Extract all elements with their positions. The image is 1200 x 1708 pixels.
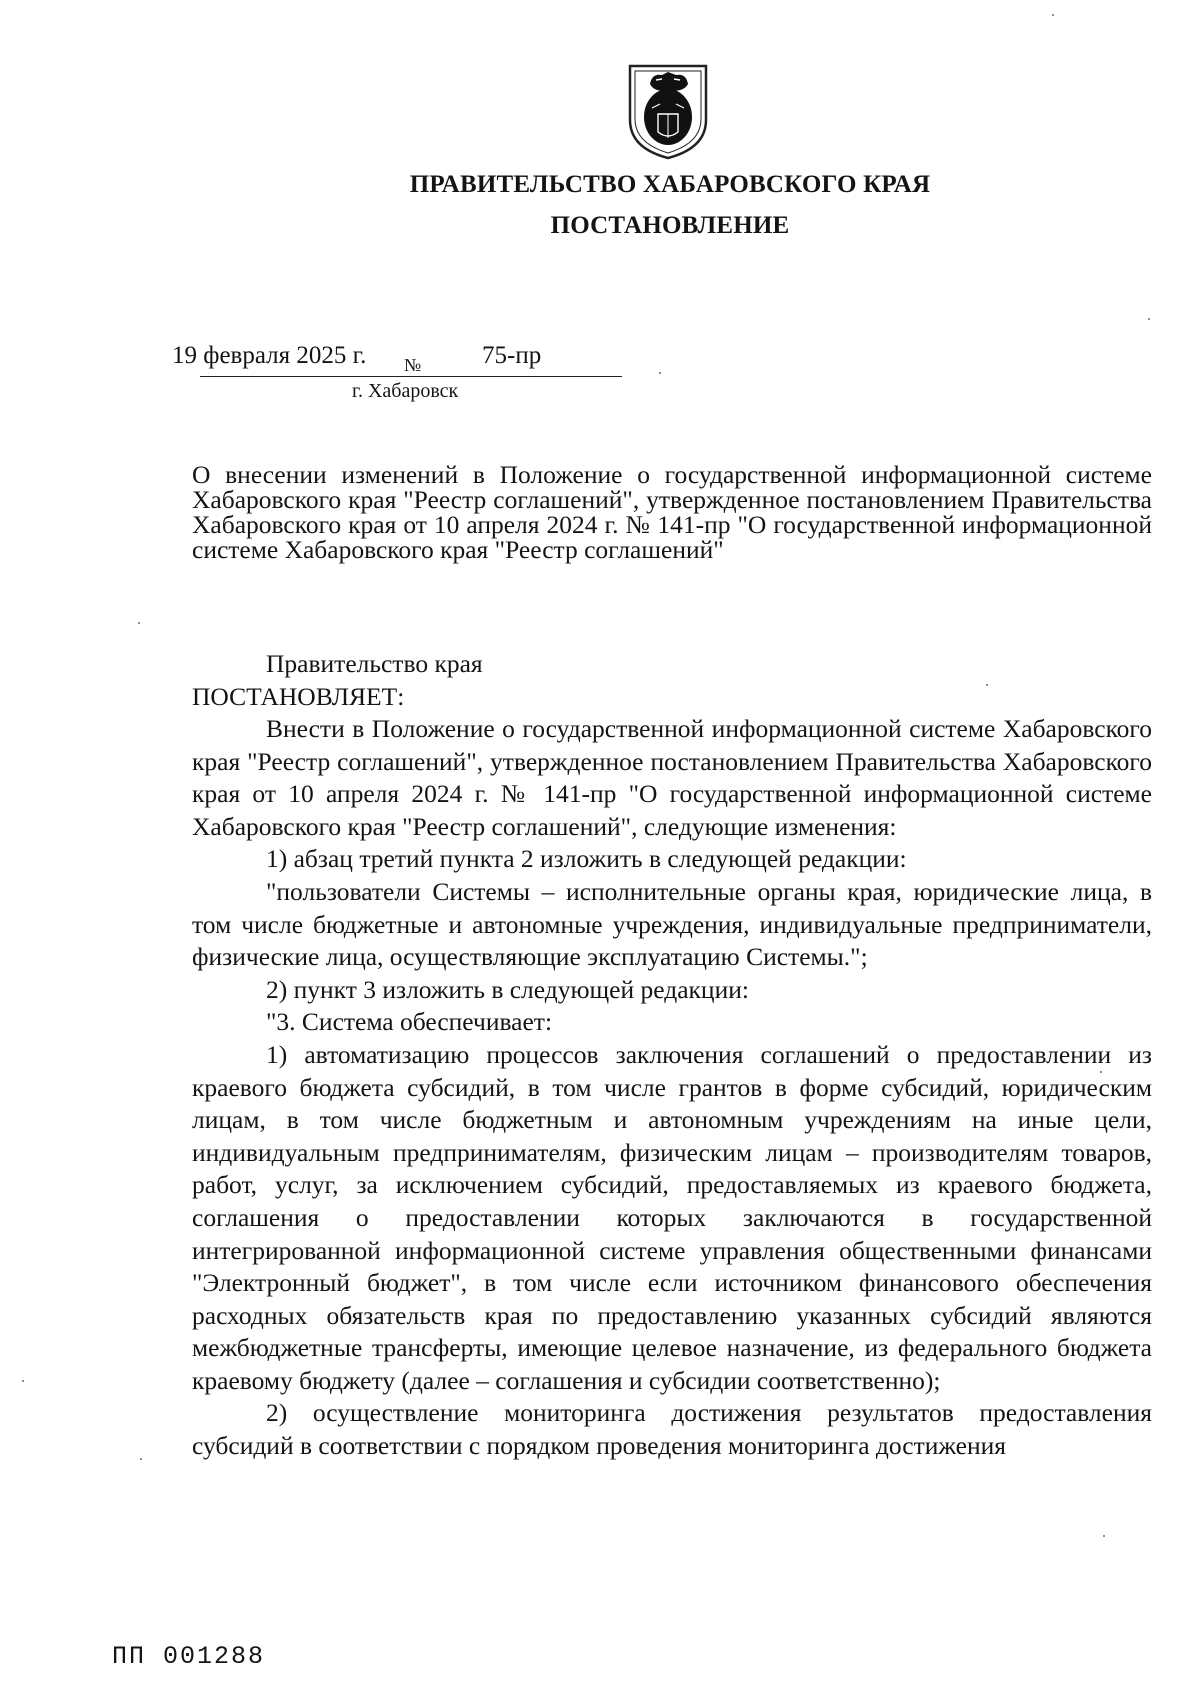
organization-title: ПРАВИТЕЛЬСТВО ХАБАРОВСКОГО КРАЯ	[409, 171, 931, 198]
scan-speck	[138, 622, 140, 624]
scan-speck	[1052, 14, 1054, 16]
scan-speck	[1100, 1071, 1102, 1073]
scan-speck	[986, 684, 988, 686]
number-underline	[390, 376, 622, 377]
date-underline	[200, 376, 390, 377]
scan-speck	[659, 372, 661, 374]
body-paragraph: 1) абзац третий пункта 2 изложить в следующей редакции:	[266, 844, 907, 874]
document-title: О внесении изменений в Положение о государственной информационной системе Хабаровского края "Реестр соглашений", утвержденное постановлением Правительства Хабаровского края от 10 апреля 2024 г. № 141-пр "О государственной информационной системе Хабаровского края "Реестр соглашений"	[192, 460, 1152, 564]
scan-speck	[1148, 318, 1150, 320]
scan-speck	[140, 1458, 142, 1460]
body-text	[192, 713, 1152, 1463]
document-date: 19 февраля 2025 г.	[172, 342, 367, 369]
scan-speck	[1103, 1535, 1105, 1537]
decrees-line: ПОСТАНОВЛЯЕТ:	[192, 681, 405, 711]
document-number: 75-пр	[482, 342, 542, 369]
preamble	[192, 648, 1152, 713]
document-city: г. Хабаровск	[352, 380, 459, 402]
body-paragraph: "пользователи Системы – исполнительные органы края, юридические лица, в том числе бюджетные и автономные учреждения, индивидуальные предприниматели, физические лица, осуществляющие эксплуатацию Системы.";	[192, 876, 1152, 972]
body-paragraph: "3. Система обеспечивает:	[266, 1007, 553, 1037]
coat-of-arms-emblem	[622, 60, 714, 160]
number-sign: №	[404, 355, 422, 375]
body-paragraph: 2) осуществление мониторинга достижения результатов предоставления субсидий в соответствии с порядком проведения мониторинга достижения	[192, 1398, 1152, 1461]
scan-speck	[22, 1380, 24, 1382]
form-code: ПП 001288	[112, 1642, 266, 1671]
body-paragraph: Внести в Положение о государственной информационной системе Хабаровского края "Реестр соглашений", утвержденное постановлением Правительства Хабаровского края от 10 апреля 2024 г. № 141-пр "О государственной информационной системе Хабаровского края "Реестр соглашений", следующие изменения:	[192, 714, 1152, 841]
government-line: Правительство края	[266, 649, 483, 678]
body-paragraph: 2) пункт 3 изложить в следующей редакции:	[266, 974, 749, 1004]
document-type: ПОСТАНОВЛЕНИЕ	[550, 212, 790, 239]
body-paragraph: 1) автоматизацию процессов заключения соглашений о предоставлении из краевого бюджета субсидий, в том числе грантов в форме субсидий, юридическим лицам, в том числе бюджетным и автономным учреждениям на иные цели, индивидуальным предпринимателям, физическим лицам – производителям товаров, работ, услуг, за исключением субсидий, предоставляемых из краевого бюджета, соглашения о предоставлении которых заключаются в государственной интегрированной информационной системе управления общественными финансами "Электронный бюджет", в том числе если источником финансового обеспечения расходных обязательств края по предоставлению указанных субсидий являются межбюджетные трансферты, имеющие целевое назначение, из федерального бюджета краевому бюджету (далее – соглашения и субсидии соответственно);	[192, 1039, 1152, 1395]
